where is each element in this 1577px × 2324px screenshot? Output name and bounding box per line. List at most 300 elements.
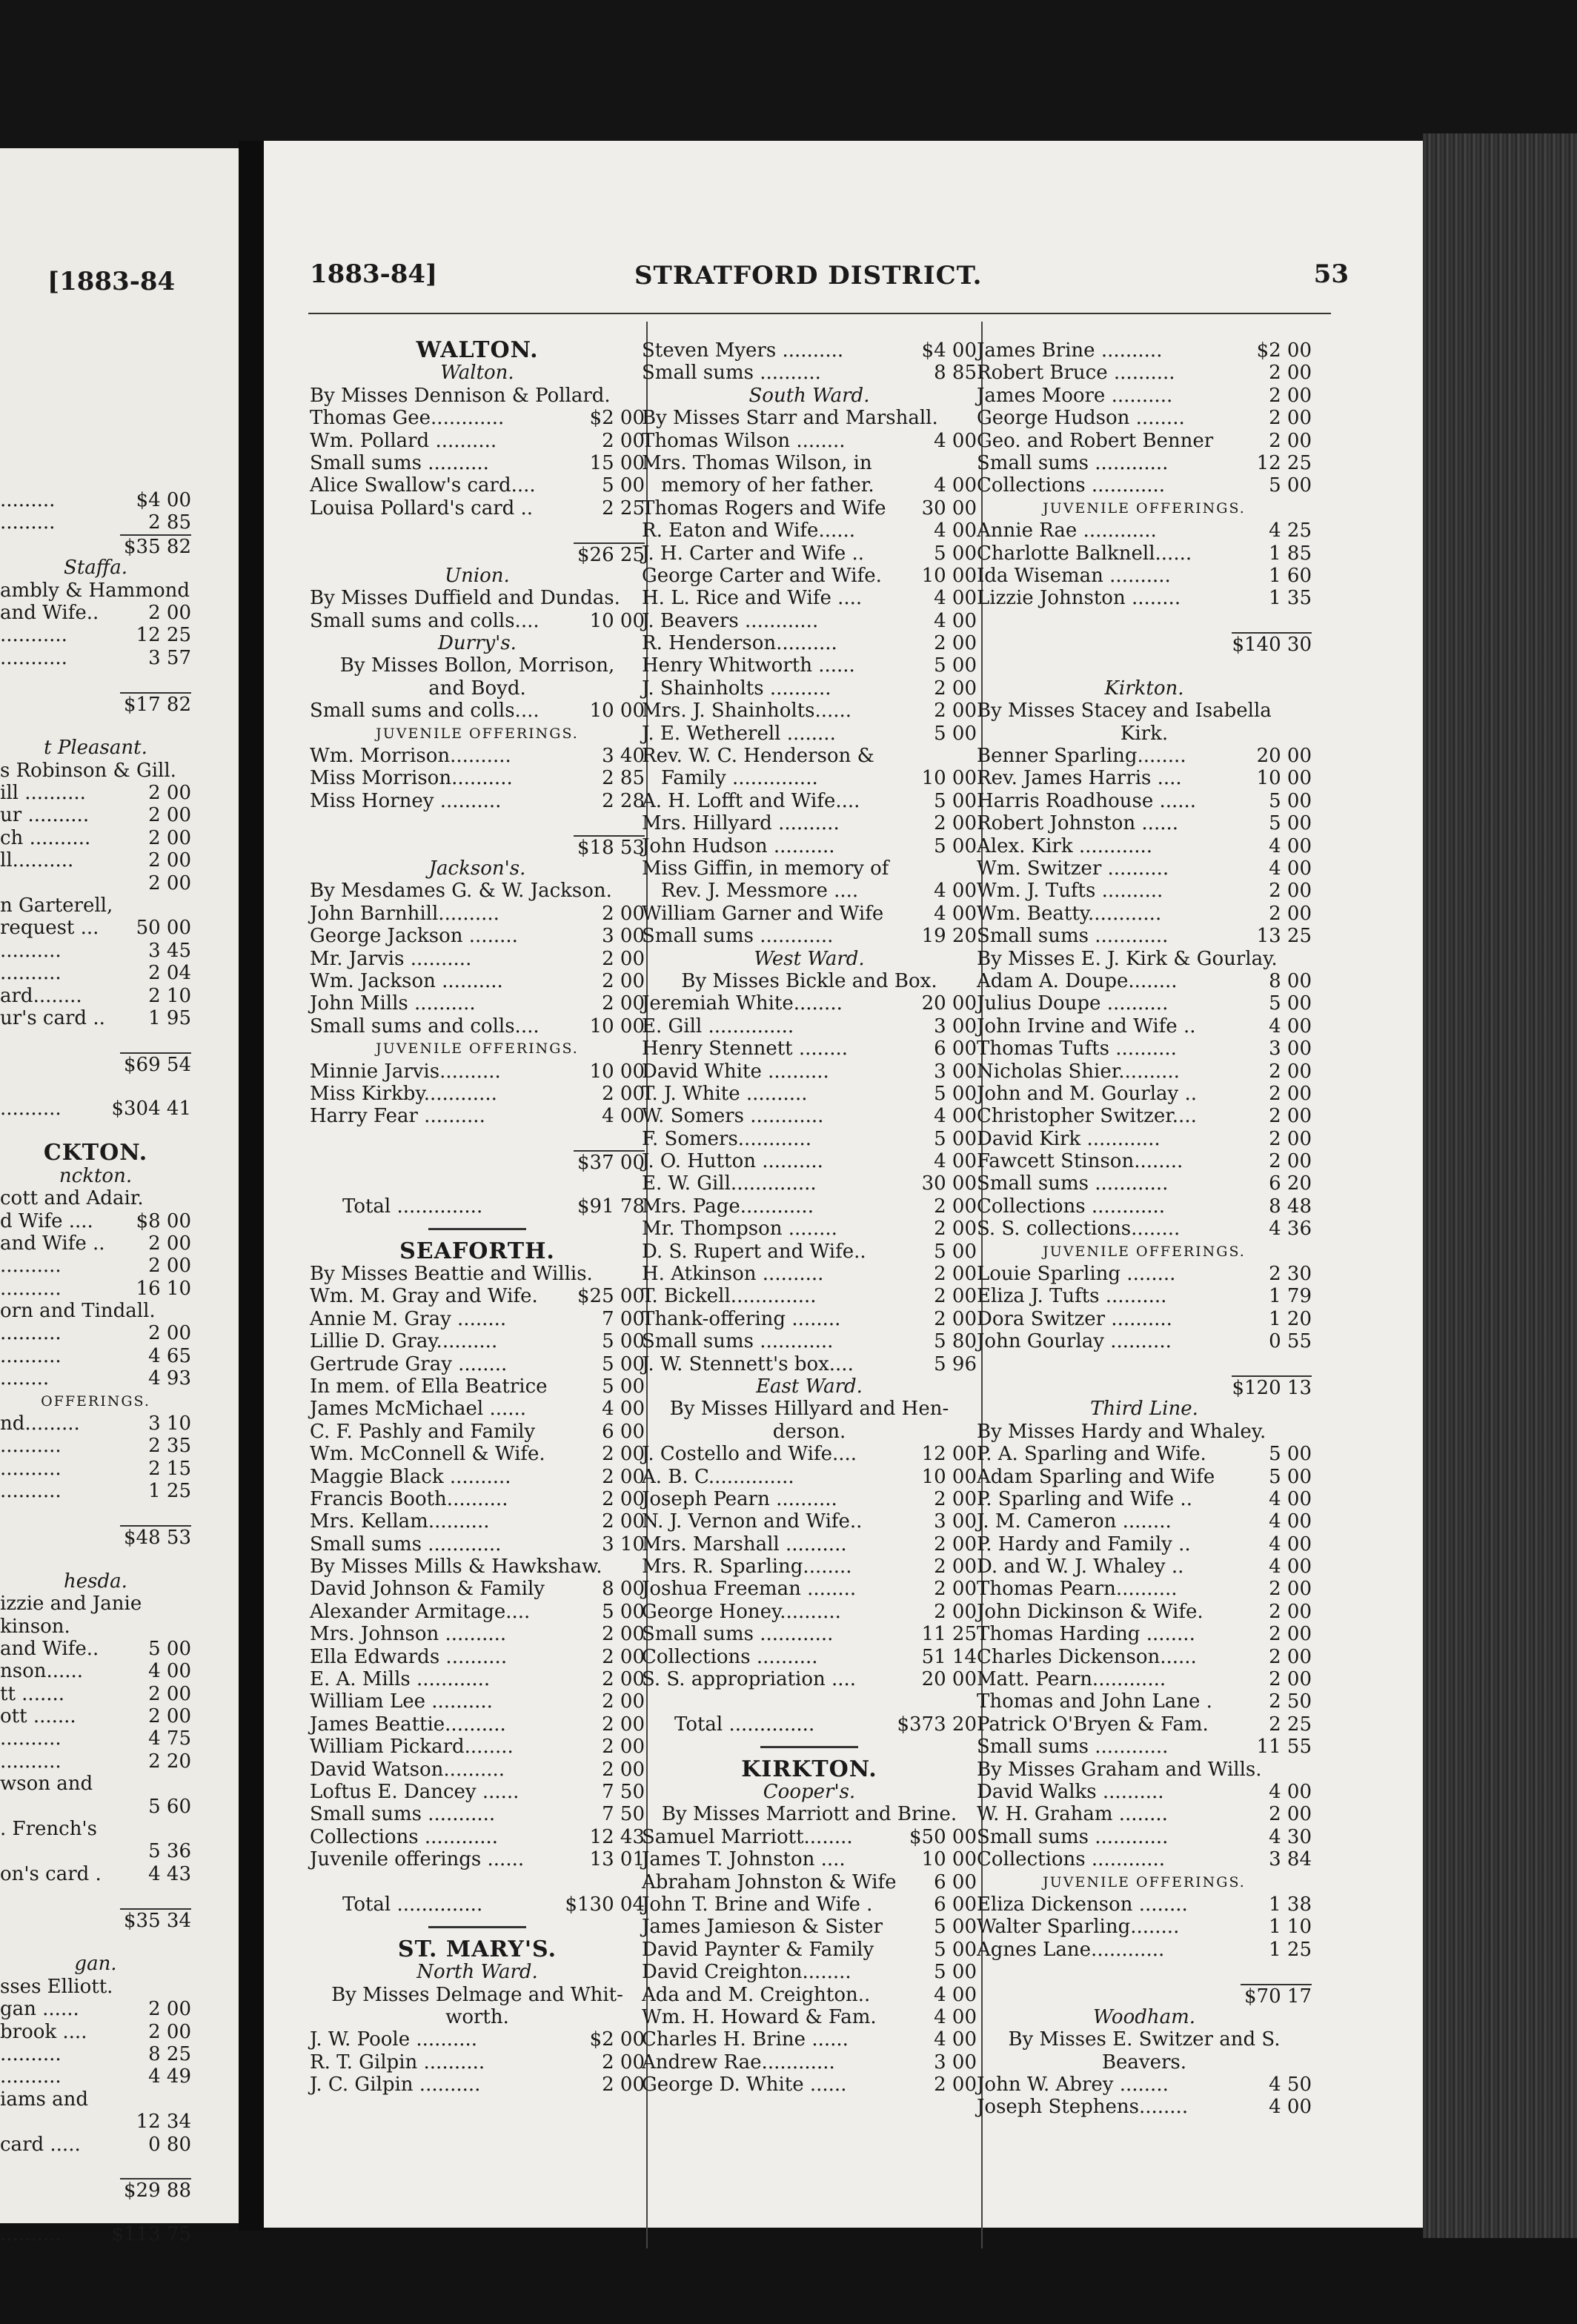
entry-row bbox=[977, 1105, 1312, 1127]
entry-name: Thank-offering ........ bbox=[642, 1307, 841, 1330]
entry-amount: 30 00 bbox=[921, 497, 977, 519]
subtotal bbox=[0, 1525, 191, 1547]
entry-amount: 2 15 bbox=[148, 1457, 191, 1480]
subtotal-amount: $17 82 bbox=[120, 692, 191, 716]
subtotal-amount: $35 34 bbox=[120, 1908, 191, 1932]
entry-amount: 5 00 bbox=[934, 1961, 977, 1984]
entry-row bbox=[310, 925, 645, 947]
entry-name: John Barnhill.......... bbox=[310, 902, 499, 925]
entry-amount: 2 00 bbox=[602, 1082, 645, 1105]
text-line: By Misses Mills & Hawkshaw. bbox=[310, 1556, 602, 1578]
text-line: By Misses Beattie and Willis. bbox=[310, 1263, 593, 1286]
subtotal-amount: $29 88 bbox=[120, 2178, 191, 2202]
juvenile-heading: JUVENILE OFFERINGS. bbox=[1043, 499, 1246, 517]
entry-amount: 4 50 bbox=[1269, 2074, 1312, 2096]
entry-row bbox=[642, 1172, 977, 1195]
entry-row bbox=[977, 1466, 1312, 1488]
entry-row bbox=[310, 1623, 645, 1645]
entry-row bbox=[977, 1015, 1312, 1038]
entry-row bbox=[310, 497, 645, 519]
subsection-heading: Cooper's. bbox=[763, 1781, 856, 1803]
entry-row bbox=[642, 1263, 977, 1285]
entry-row bbox=[0, 1638, 191, 1660]
total-row bbox=[310, 1893, 645, 1916]
entry-amount: 4 00 bbox=[934, 587, 977, 610]
entry-name: John Mills .......... bbox=[310, 992, 476, 1015]
entry-name: John T. Brine and Wife . bbox=[642, 1893, 873, 1916]
spacer bbox=[977, 654, 1312, 677]
entry-name: Collections ............ bbox=[977, 474, 1166, 497]
entry-row bbox=[642, 519, 977, 542]
entry-row bbox=[977, 1172, 1312, 1195]
entry-row bbox=[642, 1848, 977, 1870]
text-line: Rev. W. C. Henderson & bbox=[642, 745, 874, 768]
entry-name: Small sums ........... bbox=[310, 1803, 496, 1826]
entry-row bbox=[0, 940, 191, 962]
entry-name: ill .......... bbox=[0, 782, 86, 805]
entry-row bbox=[642, 1984, 977, 2006]
subtotal bbox=[310, 835, 645, 857]
entry-row bbox=[642, 1668, 977, 1690]
entry-amount: 1 79 bbox=[1269, 1285, 1312, 1308]
entry-amount: 51 14 bbox=[921, 1645, 977, 1668]
spacer bbox=[977, 1961, 1312, 1983]
entry-amount: 2 00 bbox=[148, 1705, 191, 1728]
entry-name: ch .......... bbox=[0, 826, 91, 849]
entry-name: ott ....... bbox=[0, 1705, 76, 1728]
entry-name: .......... bbox=[0, 2042, 62, 2065]
entry-row bbox=[0, 917, 191, 939]
entry-name: Harris Roadhouse ...... bbox=[977, 789, 1197, 812]
entry-row bbox=[977, 1083, 1312, 1105]
entry-row bbox=[977, 407, 1312, 429]
entry-amount: 2 00 bbox=[602, 1510, 645, 1533]
entry-row bbox=[642, 610, 977, 632]
entry-row bbox=[0, 962, 191, 984]
entry-name: F. Somers............ bbox=[642, 1127, 811, 1150]
entry-amount: 5 60 bbox=[148, 1795, 191, 1818]
entry-row bbox=[310, 1083, 645, 1105]
entry-amount: 2 20 bbox=[148, 1750, 191, 1773]
entry-name: J. M. Cameron ........ bbox=[977, 1510, 1172, 1533]
entry-row bbox=[642, 992, 977, 1015]
entry-amount: 2 00 bbox=[148, 826, 191, 849]
entry-row bbox=[0, 2065, 191, 2088]
entry-row bbox=[977, 430, 1312, 452]
entry-amount: 2 00 bbox=[1269, 1105, 1312, 1128]
entry-name: Robert Johnston ...... bbox=[977, 812, 1179, 835]
entry-name: Thomas Wilson ........ bbox=[642, 429, 846, 452]
header-rule bbox=[308, 313, 1331, 314]
entry-amount: 2 00 bbox=[934, 1578, 977, 1601]
entry-amount: 4 00 bbox=[1269, 857, 1312, 880]
entry-amount: 2 04 bbox=[148, 962, 191, 985]
entry-name: Minnie Jarvis.......... bbox=[310, 1060, 501, 1083]
entry-row bbox=[310, 1736, 645, 1758]
entry-name: Small sums .......... bbox=[310, 451, 489, 474]
subtotal bbox=[0, 692, 191, 714]
entry-name: J. E. Wetherell ........ bbox=[642, 722, 836, 745]
entry-amount: 2 00 bbox=[1269, 902, 1312, 925]
entry-name: W. Somers ............ bbox=[642, 1105, 824, 1128]
entry-row bbox=[310, 407, 645, 429]
entry-row bbox=[977, 1803, 1312, 1825]
entry-amount: 6 20 bbox=[1269, 1172, 1312, 1195]
entry-row bbox=[0, 1705, 191, 1727]
entry-amount: 0 80 bbox=[148, 2133, 191, 2156]
subsection-heading: Walton. bbox=[440, 362, 514, 385]
section-heading: SEAFORTH. bbox=[399, 1238, 555, 1264]
entry-amount: 12 43 bbox=[589, 1825, 645, 1848]
entry-amount: 2 30 bbox=[1269, 1263, 1312, 1286]
entry-row bbox=[642, 1150, 977, 1172]
entry-row bbox=[0, 849, 191, 872]
entry-name: ........ bbox=[0, 1367, 50, 1390]
subtotal-amount: $140 30 bbox=[1232, 634, 1312, 657]
subsection-heading: Third Line. bbox=[1090, 1398, 1198, 1421]
subtotal bbox=[0, 1908, 191, 1930]
entry-name: Annie Rae ............ bbox=[977, 519, 1157, 542]
entry-name: Louie Sparling ........ bbox=[977, 1263, 1176, 1286]
subsection-heading: Woodham. bbox=[1092, 2005, 1196, 2028]
entry-row bbox=[310, 1510, 645, 1533]
entry-name: .......... bbox=[0, 962, 62, 985]
entry-row bbox=[310, 2074, 645, 2096]
header-year: 1883-84] bbox=[310, 259, 438, 289]
column-2 bbox=[642, 339, 977, 2096]
entry-amount: 2 28 bbox=[602, 789, 645, 812]
subtotal bbox=[977, 1984, 1312, 2006]
entry-name: Mrs. J. Shainholts...... bbox=[642, 700, 852, 723]
text-line: ambly & Hammond bbox=[0, 579, 190, 602]
entry-name: James Beattie.......... bbox=[310, 1713, 506, 1736]
spacer bbox=[310, 1172, 645, 1195]
subtotal bbox=[977, 1375, 1312, 1398]
total-label: Total .............. bbox=[674, 1713, 815, 1736]
entry-amount: 2 00 bbox=[934, 1285, 977, 1308]
entry-amount: 2 00 bbox=[602, 1443, 645, 1466]
entry-amount: 2 00 bbox=[602, 1645, 645, 1668]
entry-row bbox=[977, 1893, 1312, 1916]
juvenile-heading: OFFERINGS. bbox=[41, 1392, 150, 1410]
entry-amount: 2 00 bbox=[602, 969, 645, 992]
spacer bbox=[0, 669, 191, 691]
entry-row bbox=[0, 1232, 191, 1255]
entry-row bbox=[642, 1038, 977, 1060]
entry-amount: 7 50 bbox=[602, 1781, 645, 1803]
entry-name: Lizzie Johnston ........ bbox=[977, 587, 1181, 610]
entry-name: Ida Wiseman .......... bbox=[977, 564, 1171, 587]
entry-name: ll.......... bbox=[0, 849, 74, 872]
entry-name: Collections ............ bbox=[977, 1848, 1166, 1871]
entry-name: Small sums ............ bbox=[977, 1736, 1169, 1759]
subtotal-amount: $18 53 bbox=[574, 835, 645, 859]
entry-name: David Kirk ............ bbox=[977, 1127, 1161, 1150]
spacer bbox=[0, 1885, 191, 1908]
entry-name: E. A. Mills ............ bbox=[310, 1668, 491, 1691]
collector-line: worth. bbox=[445, 2005, 509, 2028]
entry-row bbox=[642, 790, 977, 812]
subsection-heading: Union. bbox=[445, 564, 510, 587]
entry-amount: 4 00 bbox=[934, 1105, 977, 1128]
entry-name: J. W. Poole .......... bbox=[310, 2028, 478, 2051]
entry-name: Adam A. Doupe........ bbox=[977, 969, 1178, 992]
entry-name: Geo. and Robert Benner bbox=[977, 429, 1214, 452]
entry-amount: 8 00 bbox=[602, 1578, 645, 1601]
entry-amount: 50 00 bbox=[136, 917, 191, 940]
entry-name: Fawcett Stinson........ bbox=[977, 1150, 1183, 1173]
entry-name: Charles Dickenson...... bbox=[977, 1645, 1197, 1668]
entry-name: James Jamieson & Sister bbox=[642, 1916, 883, 1939]
entry-name: Andrew Rae............ bbox=[642, 2051, 835, 2074]
entry-row bbox=[0, 1727, 191, 1750]
entry-name: Small sums .......... bbox=[642, 362, 821, 385]
entry-amount: 4 00 bbox=[934, 609, 977, 632]
entry-row bbox=[977, 767, 1312, 789]
entry-name: Mr. Jarvis .......... bbox=[310, 947, 472, 970]
entry-amount: 5 00 bbox=[1269, 1465, 1312, 1488]
subtotal-amount: $37 00 bbox=[574, 1150, 645, 1174]
entry-name: Wm. H. Howard & Fam. bbox=[642, 2005, 877, 2028]
entry-name: gan ...... bbox=[0, 1998, 79, 2021]
entry-row bbox=[310, 1060, 645, 1083]
entry-name: William Garner and Wife bbox=[642, 902, 884, 925]
entry-row bbox=[642, 723, 977, 745]
total-label: Total .............. bbox=[342, 1195, 483, 1218]
entry-row bbox=[310, 1398, 645, 1420]
subtotal-amount: $35 82 bbox=[120, 534, 191, 558]
entry-name: Thomas Pearn.......... bbox=[977, 1578, 1178, 1601]
entry-row bbox=[642, 1195, 977, 1218]
entry-amount: 11 55 bbox=[1256, 1736, 1312, 1759]
entry-amount: 2 00 bbox=[148, 1682, 191, 1705]
entry-name: Mrs. Marshall .......... bbox=[642, 1533, 847, 1556]
entry-amount: 5 00 bbox=[934, 789, 977, 812]
entry-name: ur .......... bbox=[0, 804, 90, 827]
collector-line: By Misses Delmage and Whit- bbox=[331, 1983, 623, 2006]
entry-row bbox=[0, 2043, 191, 2065]
entry-amount: 10 00 bbox=[589, 609, 645, 632]
entry-name: D. S. Rupert and Wife.. bbox=[642, 1240, 866, 1263]
entry-amount: 4 00 bbox=[148, 1660, 191, 1683]
entry-amount: 2 00 bbox=[602, 1690, 645, 1713]
entry-name: J. H. Carter and Wife .. bbox=[642, 542, 865, 565]
entry-amount: 1 38 bbox=[1269, 1893, 1312, 1916]
entry-name: .......... bbox=[0, 1322, 62, 1345]
entry-amount: 20 00 bbox=[921, 1668, 977, 1691]
entry-row bbox=[310, 1578, 645, 1600]
entry-amount: 4 00 bbox=[934, 1150, 977, 1173]
entry-row bbox=[0, 827, 191, 849]
entry-row bbox=[977, 1601, 1312, 1623]
entry-amount: $113 75 bbox=[111, 2223, 191, 2246]
entry-name: request ... bbox=[0, 917, 99, 940]
entry-amount: 2 00 bbox=[934, 1307, 977, 1330]
entry-row bbox=[977, 1150, 1312, 1172]
entry-row bbox=[0, 1840, 191, 1862]
entry-row bbox=[642, 1466, 977, 1488]
entry-amount: 2 00 bbox=[148, 849, 191, 872]
entry-row bbox=[0, 1412, 191, 1435]
spacer bbox=[977, 1353, 1312, 1375]
entry-name: Wm. Beatty............ bbox=[977, 902, 1162, 925]
entry-amount: 2 35 bbox=[148, 1435, 191, 1458]
text-line: Miss Giffin, in memory of bbox=[642, 857, 889, 880]
entry-row bbox=[642, 1578, 977, 1600]
entry-amount: 2 00 bbox=[148, 1232, 191, 1255]
entry-amount: 4 00 bbox=[934, 1983, 977, 2006]
entry-amount: 2 00 bbox=[602, 947, 645, 970]
entry-amount: 2 00 bbox=[148, 2020, 191, 2043]
entry-name: .......... bbox=[0, 2065, 62, 2088]
collector-line: By Misses E. Switzer and S. bbox=[1008, 2028, 1281, 2051]
entry-name: Walter Sparling........ bbox=[977, 1916, 1180, 1939]
entry-amount: 2 00 bbox=[602, 1487, 645, 1510]
entry-row bbox=[977, 1218, 1312, 1240]
entry-row bbox=[0, 1750, 191, 1773]
entry-name: S. S. appropriation .... bbox=[642, 1668, 857, 1691]
entry-row bbox=[977, 385, 1312, 407]
entry-amount: 4 00 bbox=[934, 880, 977, 903]
entry-row bbox=[642, 1015, 977, 1038]
spacer bbox=[642, 1690, 977, 1713]
entry-amount: 12 34 bbox=[136, 2111, 191, 2134]
entry-amount: 5 00 bbox=[934, 654, 977, 677]
spacer bbox=[0, 1075, 191, 1097]
header-district: STRATFORD DISTRICT. bbox=[634, 261, 983, 290]
entry-row bbox=[310, 1601, 645, 1623]
entry-name: Small sums ............ bbox=[977, 451, 1169, 474]
entry-amount: 2 00 bbox=[602, 2051, 645, 2074]
entry-name: David Paynter & Family bbox=[642, 1938, 874, 1961]
entry-amount: 2 00 bbox=[602, 429, 645, 452]
entry-amount: 2 00 bbox=[148, 1998, 191, 2021]
entry-amount: 2 00 bbox=[1269, 362, 1312, 385]
subtotal bbox=[0, 1052, 191, 1075]
subsection-heading: Jackson's. bbox=[428, 857, 526, 880]
entry-row bbox=[977, 1668, 1312, 1690]
entry-amount: 5 00 bbox=[934, 1240, 977, 1263]
entry-amount: 3 40 bbox=[602, 745, 645, 768]
entry-name: R. Henderson.......... bbox=[642, 632, 837, 655]
entry-amount: 2 00 bbox=[1269, 880, 1312, 903]
entry-name: Thomas Harding ........ bbox=[977, 1623, 1195, 1646]
entry-name: and Wife .. bbox=[0, 1232, 105, 1255]
entry-row bbox=[0, 1480, 191, 1502]
entry-row bbox=[642, 1218, 977, 1240]
entry-row bbox=[310, 1668, 645, 1690]
entry-name: J. O. Hutton .......... bbox=[642, 1150, 823, 1173]
entry-name: .......... bbox=[0, 1480, 62, 1503]
entry-name: .......... bbox=[0, 1255, 62, 1278]
entry-name: Loftus E. Dancey ...... bbox=[310, 1781, 519, 1803]
juvenile-heading: JUVENILE OFFERINGS. bbox=[376, 1040, 579, 1058]
entry-row bbox=[977, 1939, 1312, 1961]
text-line: By Misses Graham and Wills. bbox=[977, 1758, 1262, 1781]
text-line: By Misses Duffield and Dundas. bbox=[310, 587, 620, 610]
entry-amount: 4 36 bbox=[1269, 1218, 1312, 1241]
entry-name: Collections ............ bbox=[310, 1825, 499, 1848]
entry-amount: 0 55 bbox=[1269, 1330, 1312, 1353]
entry-name: d Wife .... bbox=[0, 1209, 93, 1232]
entry-amount: 4 00 bbox=[1269, 1510, 1312, 1533]
section-heading: WALTON. bbox=[416, 337, 539, 363]
entry-row bbox=[977, 1713, 1312, 1736]
entry-amount: 10 00 bbox=[1256, 767, 1312, 790]
entry-amount: 2 00 bbox=[934, 632, 977, 655]
entry-row bbox=[0, 1863, 191, 1885]
entry-row bbox=[0, 1098, 191, 1120]
entry-amount: 4 00 bbox=[1269, 834, 1312, 857]
entry-amount: 2 00 bbox=[934, 812, 977, 835]
entry-row bbox=[0, 985, 191, 1007]
subsection-heading: Staffa. bbox=[64, 557, 127, 580]
entry-row bbox=[977, 745, 1312, 767]
scan-background-top bbox=[0, 0, 1577, 148]
entry-name: E. Gill .............. bbox=[642, 1015, 794, 1038]
entry-row bbox=[977, 1578, 1312, 1600]
entry-row bbox=[0, 624, 191, 646]
entry-row bbox=[977, 1285, 1312, 1307]
text-line: n Garterell, bbox=[0, 894, 113, 917]
entry-name: Small sums and colls.... bbox=[310, 609, 540, 632]
entry-row bbox=[310, 430, 645, 452]
entry-row bbox=[310, 1285, 645, 1307]
entry-name: David White .......... bbox=[642, 1060, 829, 1083]
entry-row bbox=[310, 1803, 645, 1825]
entry-row bbox=[310, 1421, 645, 1443]
entry-name: Matt. Pearn............ bbox=[977, 1668, 1166, 1691]
entry-row bbox=[642, 474, 977, 497]
entry-name: Louisa Pollard's card .. bbox=[310, 497, 534, 519]
text-line: wson and bbox=[0, 1773, 93, 1796]
entry-amount: 5 00 bbox=[602, 1352, 645, 1375]
spacer bbox=[0, 1029, 191, 1052]
scan-background-bottom bbox=[0, 2231, 1577, 2324]
entry-row bbox=[0, 1998, 191, 2020]
spacer bbox=[977, 610, 1312, 632]
entry-amount: 2 00 bbox=[1269, 1645, 1312, 1668]
entry-amount: 1 20 bbox=[1269, 1307, 1312, 1330]
entry-name: Charles H. Brine ...... bbox=[642, 2028, 849, 2051]
entry-amount: 12 25 bbox=[1256, 451, 1312, 474]
text-line: By Misses Stacey and Isabella bbox=[977, 700, 1272, 723]
entry-row bbox=[642, 632, 977, 654]
entry-row bbox=[642, 903, 977, 925]
section-heading: ST. MARY'S. bbox=[397, 1936, 557, 1962]
text-line: By Misses Hardy and Whaley. bbox=[977, 1420, 1266, 1443]
entry-name: .......... bbox=[0, 1277, 62, 1300]
spacer bbox=[310, 1128, 645, 1150]
entry-name: John Hudson .......... bbox=[642, 834, 835, 857]
spacer bbox=[0, 1547, 191, 1570]
entry-row bbox=[977, 587, 1312, 609]
entry-row bbox=[642, 2074, 977, 2096]
entry-name: George Hudson ........ bbox=[977, 407, 1185, 430]
entry-row bbox=[0, 511, 191, 534]
entry-name: P. A. Sparling and Wife. bbox=[977, 1443, 1206, 1466]
section-divider bbox=[310, 1218, 645, 1240]
entry-row bbox=[977, 362, 1312, 384]
entry-row bbox=[642, 1353, 977, 1375]
entry-name: Rev. J. Messmore .... bbox=[661, 880, 859, 903]
entry-amount: 5 00 bbox=[934, 542, 977, 565]
entry-row bbox=[977, 1510, 1312, 1533]
entry-name: brook .... bbox=[0, 2020, 87, 2043]
entry-name: Nicholas Shier.......... bbox=[977, 1060, 1180, 1083]
entry-row bbox=[977, 1646, 1312, 1668]
entry-amount: 2 00 bbox=[934, 1218, 977, 1241]
